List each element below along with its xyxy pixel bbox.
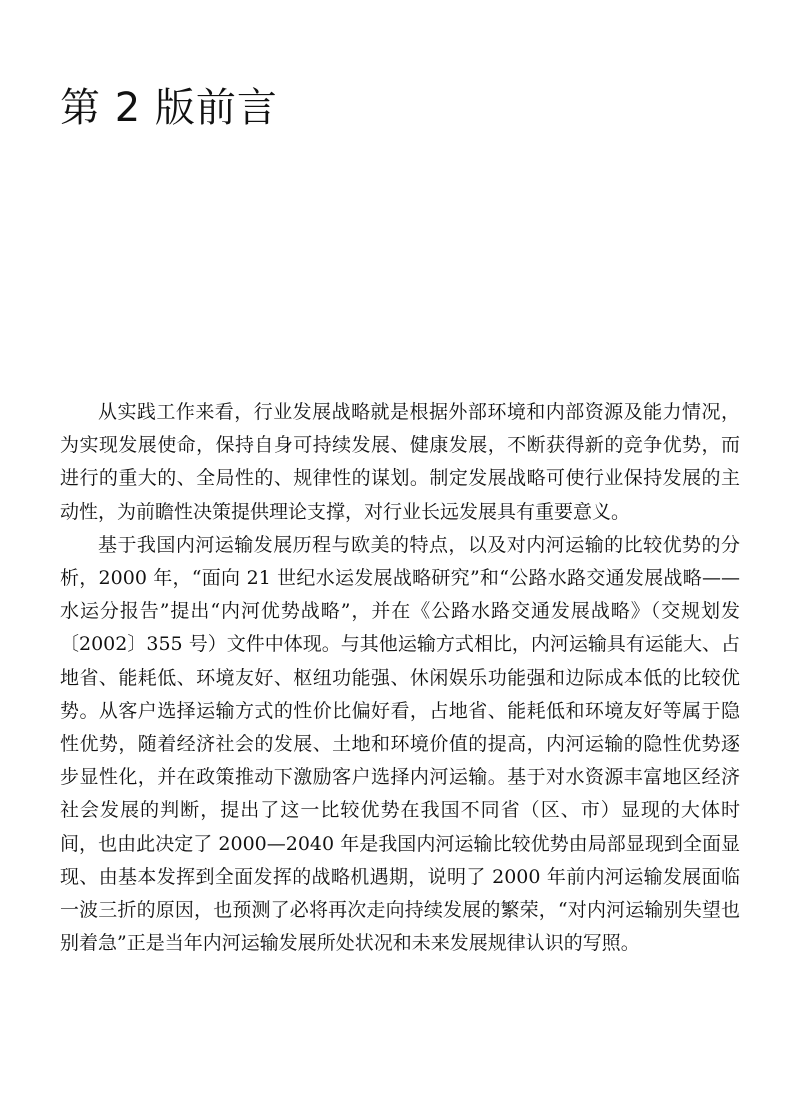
- body-text: [60, 396, 740, 960]
- paragraph-1: 从实践工作来看，行业发展战略就是根据外部环境和内部资源及能力情况，为实现发展使命，保持自身可持续发展、健康发展，不断获得新的竞争优势，而进行的重大的、全局性的、规律性的谋划。制定发展战略可使行业保持发展的主动性，为前瞻性决策提供理论支撑，对行业长远发展具有重要意义。: [60, 401, 740, 523]
- paragraph-2: 基于我国内河运输发展历程与欧美的特点，以及对内河运输的比较优势的分析，2000 年，“面向 21 世纪水运发展战略研究”和“公路水路交通发展战略——水运分报告”提出“内河优势战略”，并在《公路水路交通发展战略》（交规划发〔2002〕355 号）文件中体现。与其他运输方式相比，内河运输具有运能大、占地省、能耗低、环境友好、枢纽功能强、休闲娱乐功能强和边际成本低的比较优势。从客户选择运输方式的性价比偏好看，占地省、能耗低和环境友好等属于隐性优势，随着经济社会的发展、土地和环境价值的提高，内河运输的隐性优势逐步显性化，并在政策推动下激励客户选择内河运输。基于对水资源丰富地区经济社会发展的判断，提出了这一比较优势在我国不同省（区、市）显现的大体时间，也由此决定了 2000—2040 年是我国内河运输比较优势由局部显现到全面显现、由基本发挥到全面发挥的战略机遇期，说明了 2000 年前内河运输发展面临一波三折的原因，也预测了必将再次走向持续发展的繁荣，“对内河运输别失望也别着急”正是当年内河运输发展所处状况和未来发展规律认识的写照。: [60, 533, 740, 955]
- chapter-title: 第 2 版前言: [60, 85, 278, 131]
